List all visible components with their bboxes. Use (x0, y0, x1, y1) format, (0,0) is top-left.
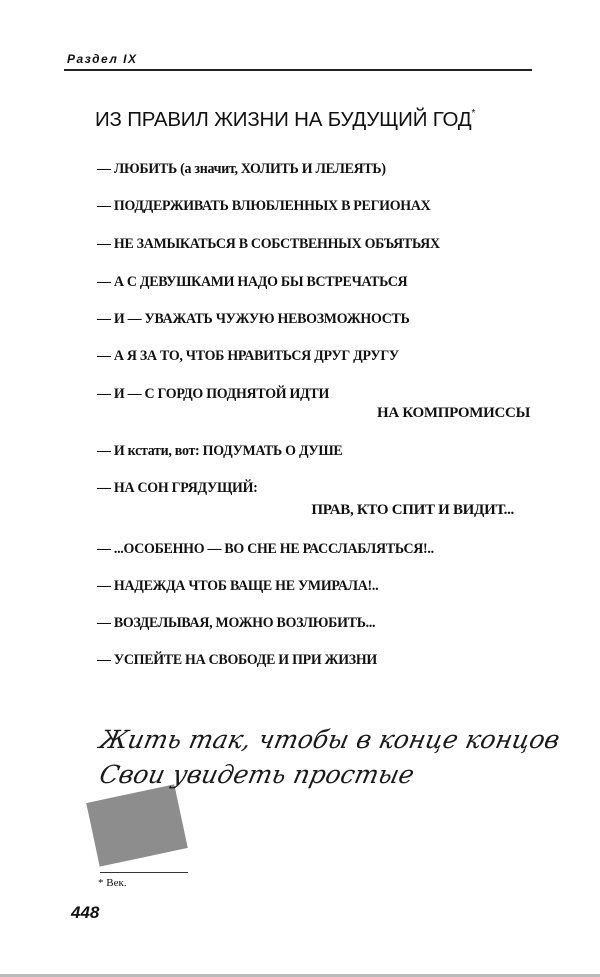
list-item: — ВОЗДЕЛЫВАЯ, МОЖНО ВОЗЛЮБИТЬ... (97, 615, 376, 631)
list-item: — И кстати, вот: ПОДУМАТЬ О ДУШЕ (97, 443, 343, 459)
footnote-marker: * (471, 108, 476, 119)
list-item: — НА СОН ГРЯДУЩИЙ: (97, 480, 258, 496)
title-text: ИЗ ПРАВИЛ ЖИЗНИ НА БУДУЩИЙ ГОД (95, 108, 472, 131)
list-item-continuation: ПРАВ, КТО СПИТ И ВИДИТ... (311, 502, 514, 518)
list-item: — ПОДДЕРЖИВАТЬ ВЛЮБЛЕННЫХ В РЕГИОНАХ (97, 198, 431, 214)
list-item: — НАДЕЖДА ЧТОБ ВАЩЕ НЕ УМИРАЛА!.. (97, 578, 379, 594)
list-item: — ЛЮБИТЬ (а значит, ХОЛИТЬ И ЛЕЛЕЯТЬ) (97, 161, 386, 177)
list-item: — НЕ ЗАМЫКАТЬСЯ В СОБСТВЕННЫХ ОБЪЯТЬЯХ (97, 236, 440, 252)
gray-paper-patch (86, 784, 188, 866)
list-item: — А Я ЗА ТО, ЧТОБ НРАВИТЬСЯ ДРУГ ДРУГУ (97, 348, 399, 364)
list-item: — А С ДЕВУШКАМИ НАДО БЫ ВСТРЕЧАТЬСЯ (97, 274, 408, 290)
list-item-continuation: НА КОМПРОМИССЫ (376, 405, 530, 421)
handwritten-line-1: Жить так, чтобы в конце концов (96, 725, 563, 754)
footnote-rule (100, 872, 188, 873)
list-item: — И — УВАЖАТЬ ЧУЖУЮ НЕВОЗМОЖНОСТЬ (97, 311, 410, 327)
list-item: — ...ОСОБЕННО — ВО СНЕ НЕ РАССЛАБЛЯТЬСЯ!.. (97, 541, 434, 557)
list-item: — И — С ГОРДО ПОДНЯТОЙ ИДТИ (97, 386, 330, 402)
section-header: Раздел IX (67, 52, 138, 66)
handwritten-line-2: Свои увидеть простые (96, 760, 417, 789)
page-number: 448 (71, 903, 100, 922)
header-rule (64, 69, 532, 71)
footnote: * Век. (98, 877, 127, 889)
list-item: — УСПЕЙТЕ НА СВОБОДЕ И ПРИ ЖИЗНИ (97, 652, 378, 668)
page-title (95, 108, 475, 132)
